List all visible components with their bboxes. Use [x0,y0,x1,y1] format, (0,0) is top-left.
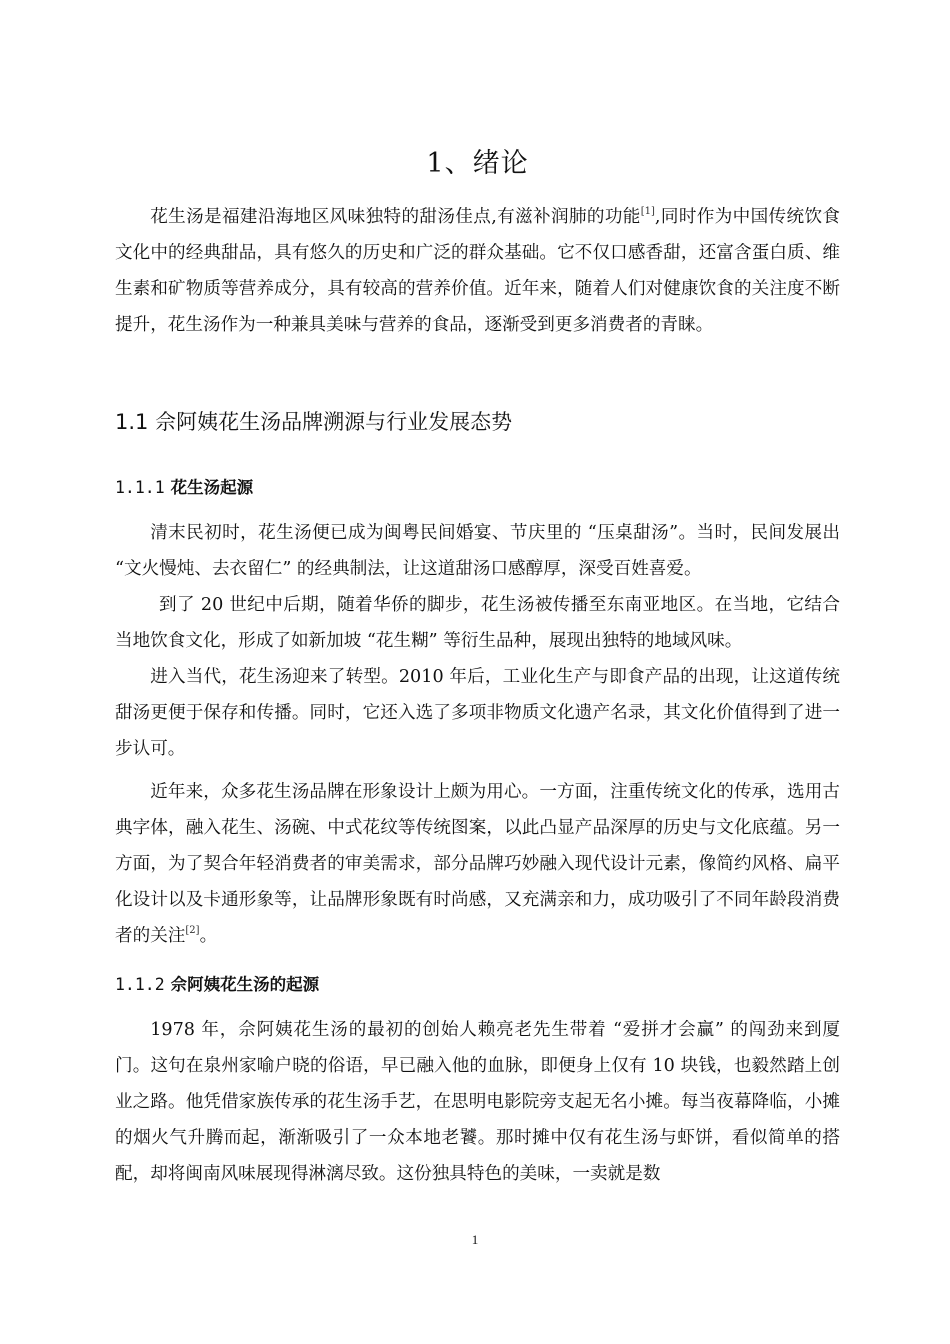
paragraph-text-after-cite: 。 [199,926,218,946]
section-heading-1-1-2 [115,971,840,995]
section-heading-1-1: 1.1 佘阿姨花生汤品牌溯源与行业发展态势 [115,410,513,434]
section-1-1-1-heading-block [115,474,840,498]
section-title: 花生汤起源 [170,478,254,497]
paragraph [115,774,840,954]
section-number: 1.1.2 [115,975,165,994]
chapter-title: 1、绪论 [426,148,529,179]
section-1-1-block [115,406,840,436]
section-number: 1.1.1 [115,478,165,497]
section-title: 佘阿姨花生汤的起源 [170,975,320,994]
section-1-1-2-heading-block [115,971,840,995]
paragraph: 到了 20 世纪中后期，随着华侨的脚步，花生汤被传播至东南亚地区。在当地，它结合当地饮食文化，形成了如新加坡 “花生糊” 等衍生品种，展现出独特的地域风味。 [115,595,840,651]
intro-text-after-cite: ,同时作为中国传统饮食文化中的经典甜品，具有悠久的历史和广泛的群众基础。它不仅口感香甜，还富含蛋白质、维生素和矿物质等营养成分，具有较高的营养价值。近年来，随着人们对健康饮食的关注度不断提升，花生汤作为一种兼具美味与营养的食品，逐渐受到更多消费者的青睐。 [115,207,840,335]
section-1-1-2-body [115,1012,840,1192]
paragraph: 1978 年，佘阿姨花生汤的最初的创始人赖亮老先生带着 “爱拼才会赢” 的闯劲来到厦门。这句在泉州家喻户晓的俗语，早已融入他的血脉，即便身上仅有 10 块钱，也毅然踏上创业之路。他凭借家族传承的花生汤手艺，在思明电影院旁支起无名小摊。每当夜幕降临，小摊的烟火气升腾而起，渐渐吸引了一众本地老饕。那时摊中仅有花生汤与虾饼，看似简单的搭配，却将闽南风味展现得淋漓尽致。这份独具特色的美味，一卖就是数 [115,1020,840,1184]
intro-paragraph [115,199,840,343]
paragraph-text-before-cite: 近年来，众多花生汤品牌在形象设计上颇为用心。一方面，注重传统文化的传承，选用古典字体，融入花生、汤碗、中式花纹等传统图案，以此凸显产品深厚的历史与文化底蕴。另一方面，为了契合年轻消费者的审美需求，部分品牌巧妙融入现代设计元素，像简约风格、扁平化设计以及卡通形象等，让品牌形象既有时尚感，又充满亲和力，成功吸引了不同年龄段消费者的关注 [115,782,840,946]
section-1-1-1-body [115,515,840,767]
paragraph: 清末民初时，花生汤便已成为闽粤民间婚宴、节庆里的 “压桌甜汤”。当时，民间发展出 “文火慢炖、去衣留仁” 的经典制法，让这道甜汤口感醇厚，深受百姓喜爱。 [115,523,840,579]
page-number: 1 [471,1232,479,1247]
section-1-1-1-body-2 [115,774,840,954]
paragraph: 进入当代，花生汤迎来了转型。2010 年后，工业化生产与即食产品的出现，让这道传统甜汤更便于保存和传播。同时，它还入选了多项非物质文化遗产名录，其文化价值得到了进一步认可。 [115,667,840,759]
citation-ref-1[interactable]: [1] [640,206,655,217]
intro-block [115,199,840,343]
citation-ref-2[interactable]: [2] [185,925,200,936]
intro-text-before-cite: 花生汤是福建沿海地区风味独特的甜汤佳点,有滋补润肺的功能 [150,207,641,227]
chapter-title-block [115,141,840,180]
section-heading-1-1-1 [115,474,840,498]
